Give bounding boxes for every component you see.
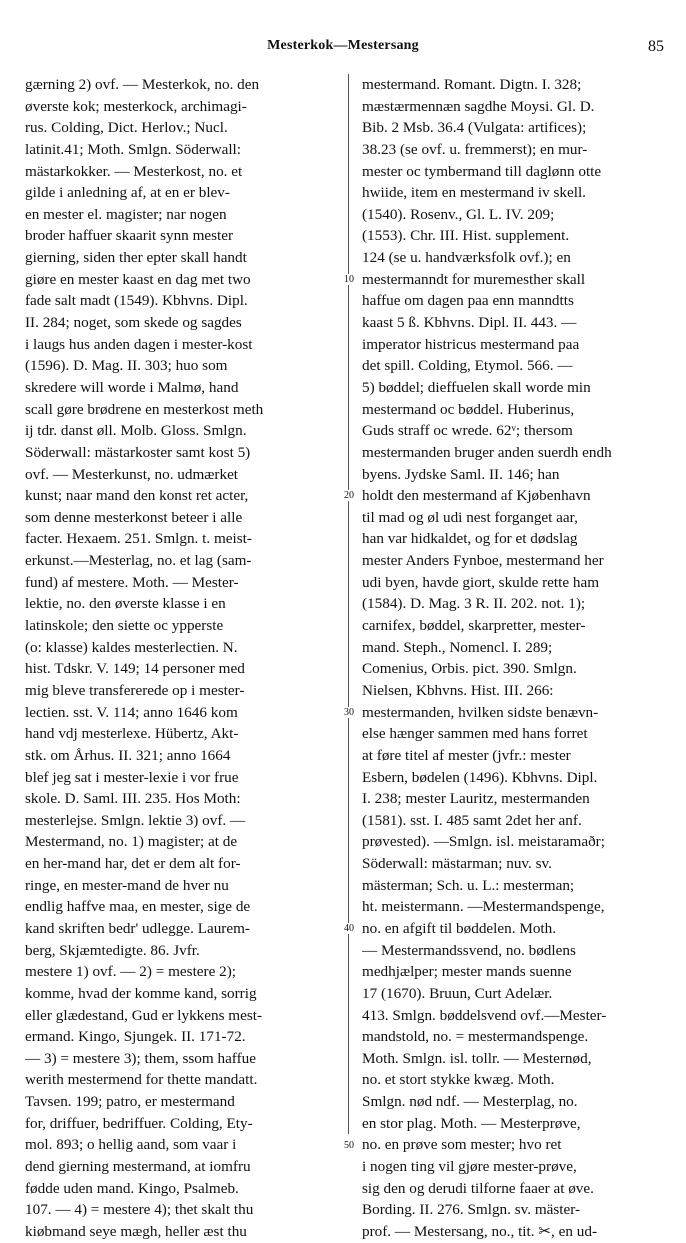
text-line: lektie, no. den øverste klasse i en <box>25 595 226 613</box>
text-line: rus. Colding, Dict. Herlov.; Nucl. <box>25 119 228 137</box>
text-line: imperator histricus mestermand paa <box>362 335 580 353</box>
text-line: skole. D. Saml. III. 235. Hos Moth: <box>25 790 241 808</box>
text-line: Bib. 2 Msb. 36.4 (Vulgata: artifices); <box>362 119 587 137</box>
text-line: gærning 2) ovf. — Mesterkok, no. den <box>25 76 260 93</box>
text-line: dend gierning mestermand, at iomfru <box>25 1158 251 1176</box>
text-line: giøre en mester kaast en dag met two <box>25 270 251 288</box>
line-number-marker: 20 <box>338 490 360 501</box>
text-line: fund) af mestere. Moth. — Mester- <box>25 573 239 591</box>
text-line: erkunst.—Mesterlag, no. et lag (sam- <box>25 552 252 570</box>
text-line: broder haffuer skaarit synn mester <box>25 227 234 245</box>
text-line: ij tdr. danst øll. Molb. Gloss. Smlgn. <box>25 422 247 440</box>
text-line: hist. Tdskr. V. 149; 14 personer med <box>25 660 245 678</box>
text-line: (o: klasse) kaldes mesterlectien. N. <box>25 638 238 656</box>
text-line: mästarkokker. — Mesterkost, no. et <box>25 162 243 180</box>
text-line: 413. Smlgn. bøddelsvend ovf.—Mester- <box>362 1006 607 1024</box>
text-line: berg, Skjæmtedigte. 86. Jvfr. <box>25 941 200 959</box>
text-line: en her-mand har, det er dem alt for- <box>25 855 241 873</box>
text-line: ermand. Kingo, Sjungek. II. 171-72. <box>25 1028 246 1046</box>
text-line: mestermanndt for muremesther skall <box>362 270 586 288</box>
text-line: mig bleve transfererede op i mester- <box>25 681 245 699</box>
text-line: skredere will worde i Malmø, hand <box>25 378 239 396</box>
text-line: Mestermand, no. 1) magister; at de <box>25 833 238 851</box>
text-line: hand vdj mesterlexe. Hübertz, Akt- <box>25 725 239 743</box>
text-line: kaast 5 ß. Kbhvns. Dipl. II. 443. — <box>362 314 577 332</box>
text-line: sig den og derudi tilforne faaer at øve. <box>362 1179 594 1197</box>
text-line: mestermanden bruger anden suerdh endh <box>362 443 612 461</box>
text-line: no. en prøve som mester; hvo ret <box>362 1136 562 1154</box>
text-line: latinskole; den siette oc ypperste <box>25 617 224 635</box>
text-line: det spill. Colding, Etymol. 566. — <box>362 357 573 375</box>
text-line: han var hidkaldet, og for et dødslag <box>362 530 578 548</box>
text-line: Bording. II. 276. Smlgn. sv. mäster- <box>362 1201 581 1219</box>
text-line: komme, hvad der komme kand, sorrig <box>25 984 257 1002</box>
text-line: mester Anders Fynboe, mestermand her <box>362 552 604 570</box>
line-number-marker: 30 <box>338 707 360 718</box>
text-line: udi byen, havde giort, skulde rette ham <box>362 573 600 591</box>
text-line: ovf. — Mesterkunst, no. udmærket <box>25 465 239 483</box>
text-line: facter. Hexaem. 251. Smlgn. t. meist- <box>25 530 252 548</box>
text-line: hwiide, item en mestermand iv skell. <box>362 184 586 202</box>
text-line: (1540). Rosenv., Gl. L. IV. 209; <box>362 205 555 223</box>
line-number-marker: 40 <box>338 923 360 934</box>
text-line: medhjælper; mester mands suenne <box>362 963 572 981</box>
text-line: fødde uden mand. Kingo, Psalmeb. <box>25 1179 239 1197</box>
text-line: en mester el. magister; nar nogen <box>25 205 227 223</box>
text-line: eller glædestand, Gud er lykkens mest- <box>25 1006 263 1024</box>
line-number-marker: 50 <box>338 1140 360 1151</box>
text-line: prof. — Mestersang, no., tit. ✂, en ud- <box>362 1222 598 1240</box>
text-line: Tavsen. 199; patro, er mestermand <box>25 1093 235 1111</box>
text-line: 5) bøddel; dieffuelen skall worde min <box>362 378 591 396</box>
text-line: 38.23 (se ovf. u. fremmerst); en mur- <box>362 140 588 158</box>
text-line: byens. Jydske Saml. II. 146; han <box>362 465 560 483</box>
page-number: 85 <box>648 38 664 55</box>
text-line: ht. meistermann. —Mestermandspenge, <box>362 898 605 916</box>
text-line: øverste kok; mesterkock, archimagi- <box>25 97 247 115</box>
text-line: 107. — 4) = mestere 4); thet skalt thu <box>25 1201 254 1219</box>
text-line: lectien. sst. V. 114; anno 1646 kom <box>25 703 238 721</box>
text-line: Nielsen, Kbhvns. Hist. III. 266: <box>362 681 554 699</box>
text-line: carnifex, bøddel, skarpretter, mester- <box>362 617 586 635</box>
text-line: prøvested). —Smlgn. isl. meistaramaðr; <box>362 833 605 851</box>
text-line: werith mestermend for thette mandatt. <box>25 1071 258 1089</box>
text-line: som denne mesterkonst beteer i alle <box>25 508 243 526</box>
text-line: mester oc tymbermand till daglønn otte <box>362 162 602 180</box>
text-line: II. 284; noget, som skede og sagdes <box>25 314 242 332</box>
left-column <box>25 74 335 1243</box>
text-line: Söderwall: mästarman; nuv. sv. <box>362 855 552 873</box>
text-line: mestermand. Romant. Digtn. I. 328; <box>362 76 582 93</box>
text-line: stk. om Århus. II. 321; anno 1664 <box>25 746 231 764</box>
text-line: (1596). D. Mag. II. 303; huo som <box>25 357 228 375</box>
text-line: kand skriften bedr' udlegge. Laurem- <box>25 919 250 937</box>
text-line: latinit.41; Moth. Smlgn. Söderwall: <box>25 140 241 158</box>
text-line: mestermand oc bøddel. Huberinus, <box>362 400 575 418</box>
text-line: blef jeg sat i mester-lexie i vor frue <box>25 768 239 786</box>
text-line: i laugs hus anden dagen i mester-kost <box>25 335 253 353</box>
text-line: mestere 1) ovf. — 2) = mestere 2); <box>25 963 236 981</box>
text-line: — 3) = mestere 3); them, ssom haffue <box>25 1049 256 1067</box>
text-line: holdt den mestermand af Kjøbenhavn <box>362 487 591 505</box>
text-line: til mad og øl udi nest forganget aar, <box>362 508 578 526</box>
text-line: mæstærmennæn sagdhe Moysi. Gl. D. <box>362 97 595 115</box>
text-line: mästerman; Sch. u. L.: mesterman; <box>362 876 575 894</box>
text-line: fade salt madt (1549). Kbhvns. Dipl. <box>25 292 248 310</box>
text-line: 124 (se u. handværksfolk ovf.); en <box>362 249 571 267</box>
text-line: Söderwall: mästarkoster samt kost 5) <box>25 443 251 461</box>
text-line: Esbern, bødelen (1496). Kbhvns. Dipl. <box>362 768 598 786</box>
text-line: mand. Steph., Nomencl. I. 289; <box>362 638 553 656</box>
text-line: mestermanden, hvilken sidste benævn- <box>362 703 599 721</box>
text-line: scall gøre brødrene en mesterkost meth <box>25 400 264 418</box>
text-line: haffue om dagen paa enn manndtts <box>362 292 574 310</box>
text-line: mol. 893; o hellig aand, som vaar i <box>25 1136 237 1154</box>
text-line: Comenius, Orbis. pict. 390. Smlgn. <box>362 660 577 678</box>
text-line: I. 238; mester Lauritz, mestermanden <box>362 790 590 808</box>
text-line: — Mestermandssvend, no. bødlens <box>362 941 576 959</box>
text-line: Smlgn. nød ndf. — Mesterplag, no. <box>362 1093 578 1111</box>
right-column <box>362 74 674 1243</box>
line-number-marker: 10 <box>338 274 360 285</box>
column-divider <box>348 74 349 1134</box>
text-line: mesterlejse. Smlgn. lektie 3) ovf. — <box>25 811 246 829</box>
text-line: en stor plag. Moth. — Mesterprøve, <box>362 1114 581 1132</box>
text-line: gierning, siden ther epter skall handt <box>25 249 247 267</box>
text-line: mandstold, no. = mestermandspenge. <box>362 1028 589 1046</box>
text-line: (1584). D. Mag. 3 R. II. 202. not. 1); <box>362 595 586 613</box>
text-line: for, driffuer, bedriffuer. Colding, Ety- <box>25 1114 253 1132</box>
text-line: kiøbmand seye mægh, heller æst thu <box>25 1222 247 1240</box>
text-line: gilde i anledning af, at en er blev- <box>25 184 230 202</box>
text-line: (1553). Chr. III. Hist. supplement. <box>362 227 570 245</box>
text-line: 17 (1670). Bruun, Curt Adelær. <box>362 984 553 1002</box>
text-line: kunst; naar mand den konst ret acter, <box>25 487 249 505</box>
text-line: Guds straff oc wrede. 62ᵛ; thersom <box>362 422 573 440</box>
text-line: at føre titel af mester (jvfr.: mester <box>362 746 571 764</box>
text-line: Moth. Smlgn. isl. tollr. — Mesternød, <box>362 1049 592 1067</box>
text-line: no. en afgift til bøddelen. Moth. <box>362 919 557 937</box>
text-line: endlig haffve maa, en mester, sige de <box>25 898 251 916</box>
running-title: Mesterkok—Mestersang <box>267 38 419 53</box>
text-line: (1581). sst. I. 485 samt 2det her anf. <box>362 811 582 829</box>
text-line: else hænger sammen med hans forret <box>362 725 588 743</box>
text-line: ringe, en mester-mand de hver nu <box>25 876 229 894</box>
text-line: i nogen ting vil gjøre mester-prøve, <box>362 1158 577 1176</box>
text-line: no. et stort stykke kwæg. Moth. <box>362 1071 555 1089</box>
